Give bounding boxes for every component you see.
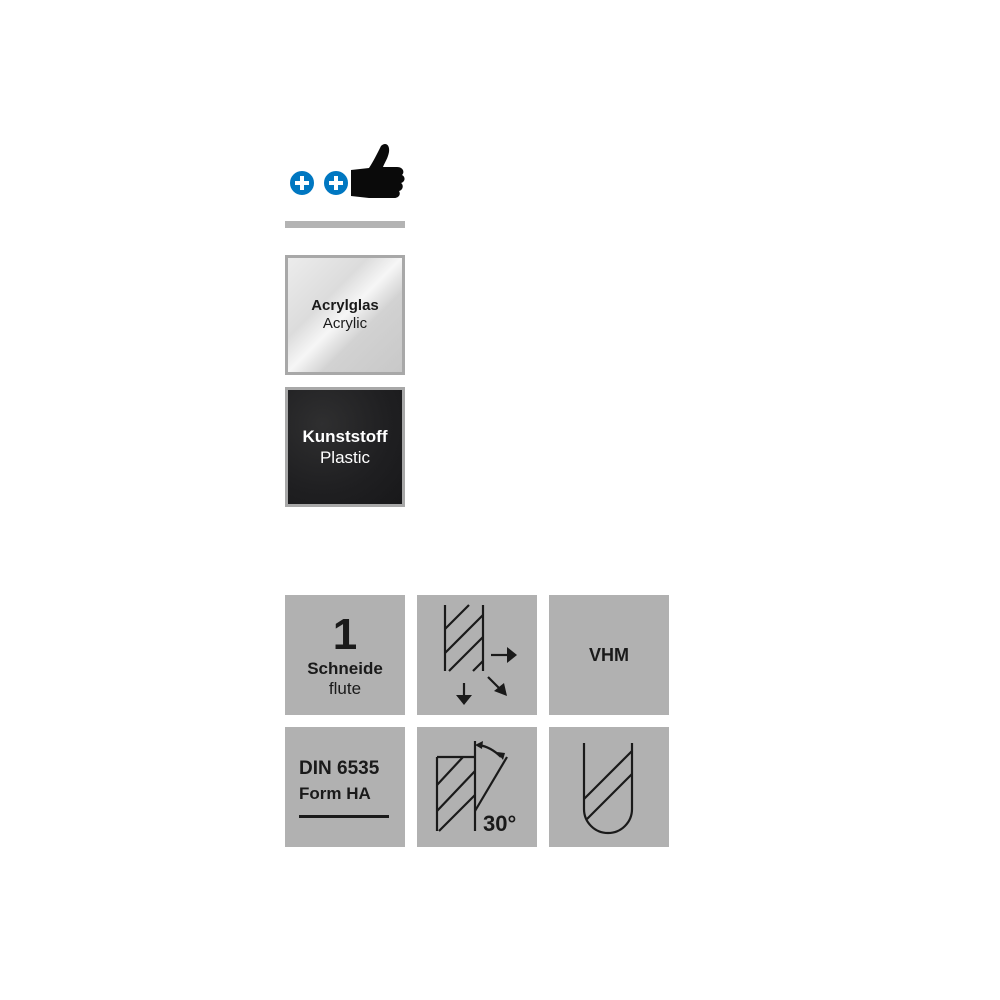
helix-angle-icon <box>417 727 537 847</box>
rating-plus-plus-thumbs-up <box>285 140 410 202</box>
standard-underline <box>299 815 389 818</box>
spec-tile-material-code <box>549 595 669 715</box>
helix-angle-value: 30° <box>483 811 517 836</box>
material-name-de: Kunststoff <box>302 426 388 446</box>
flute-label-de: Schneide <box>307 659 383 678</box>
standard-form: Form HA <box>299 784 371 803</box>
spec-tile-flute-count <box>285 595 405 715</box>
ball-nose-tip-icon <box>549 727 669 847</box>
material-name-en: Acrylic <box>322 315 368 332</box>
cutting-direction-icon <box>417 595 537 715</box>
spec-tile-helix-angle <box>417 727 537 847</box>
flute-count: 1 <box>332 610 358 659</box>
material-name-de: Acrylglas <box>311 297 379 314</box>
spec-tile-standard <box>285 727 405 847</box>
material-swatch-plastic <box>285 387 405 507</box>
standard-number: DIN 6535 <box>299 758 380 779</box>
plus-plus-thumbs-up-icon <box>285 140 410 202</box>
divider <box>285 221 405 228</box>
material-code: VHM <box>589 644 629 665</box>
flute-label-en: flute <box>328 679 362 698</box>
spec-tile-cutting-direction <box>417 595 537 715</box>
spec-tile-tip-shape <box>549 727 669 847</box>
material-swatch-acrylic <box>285 255 405 375</box>
material-name-en: Plastic <box>319 447 371 467</box>
